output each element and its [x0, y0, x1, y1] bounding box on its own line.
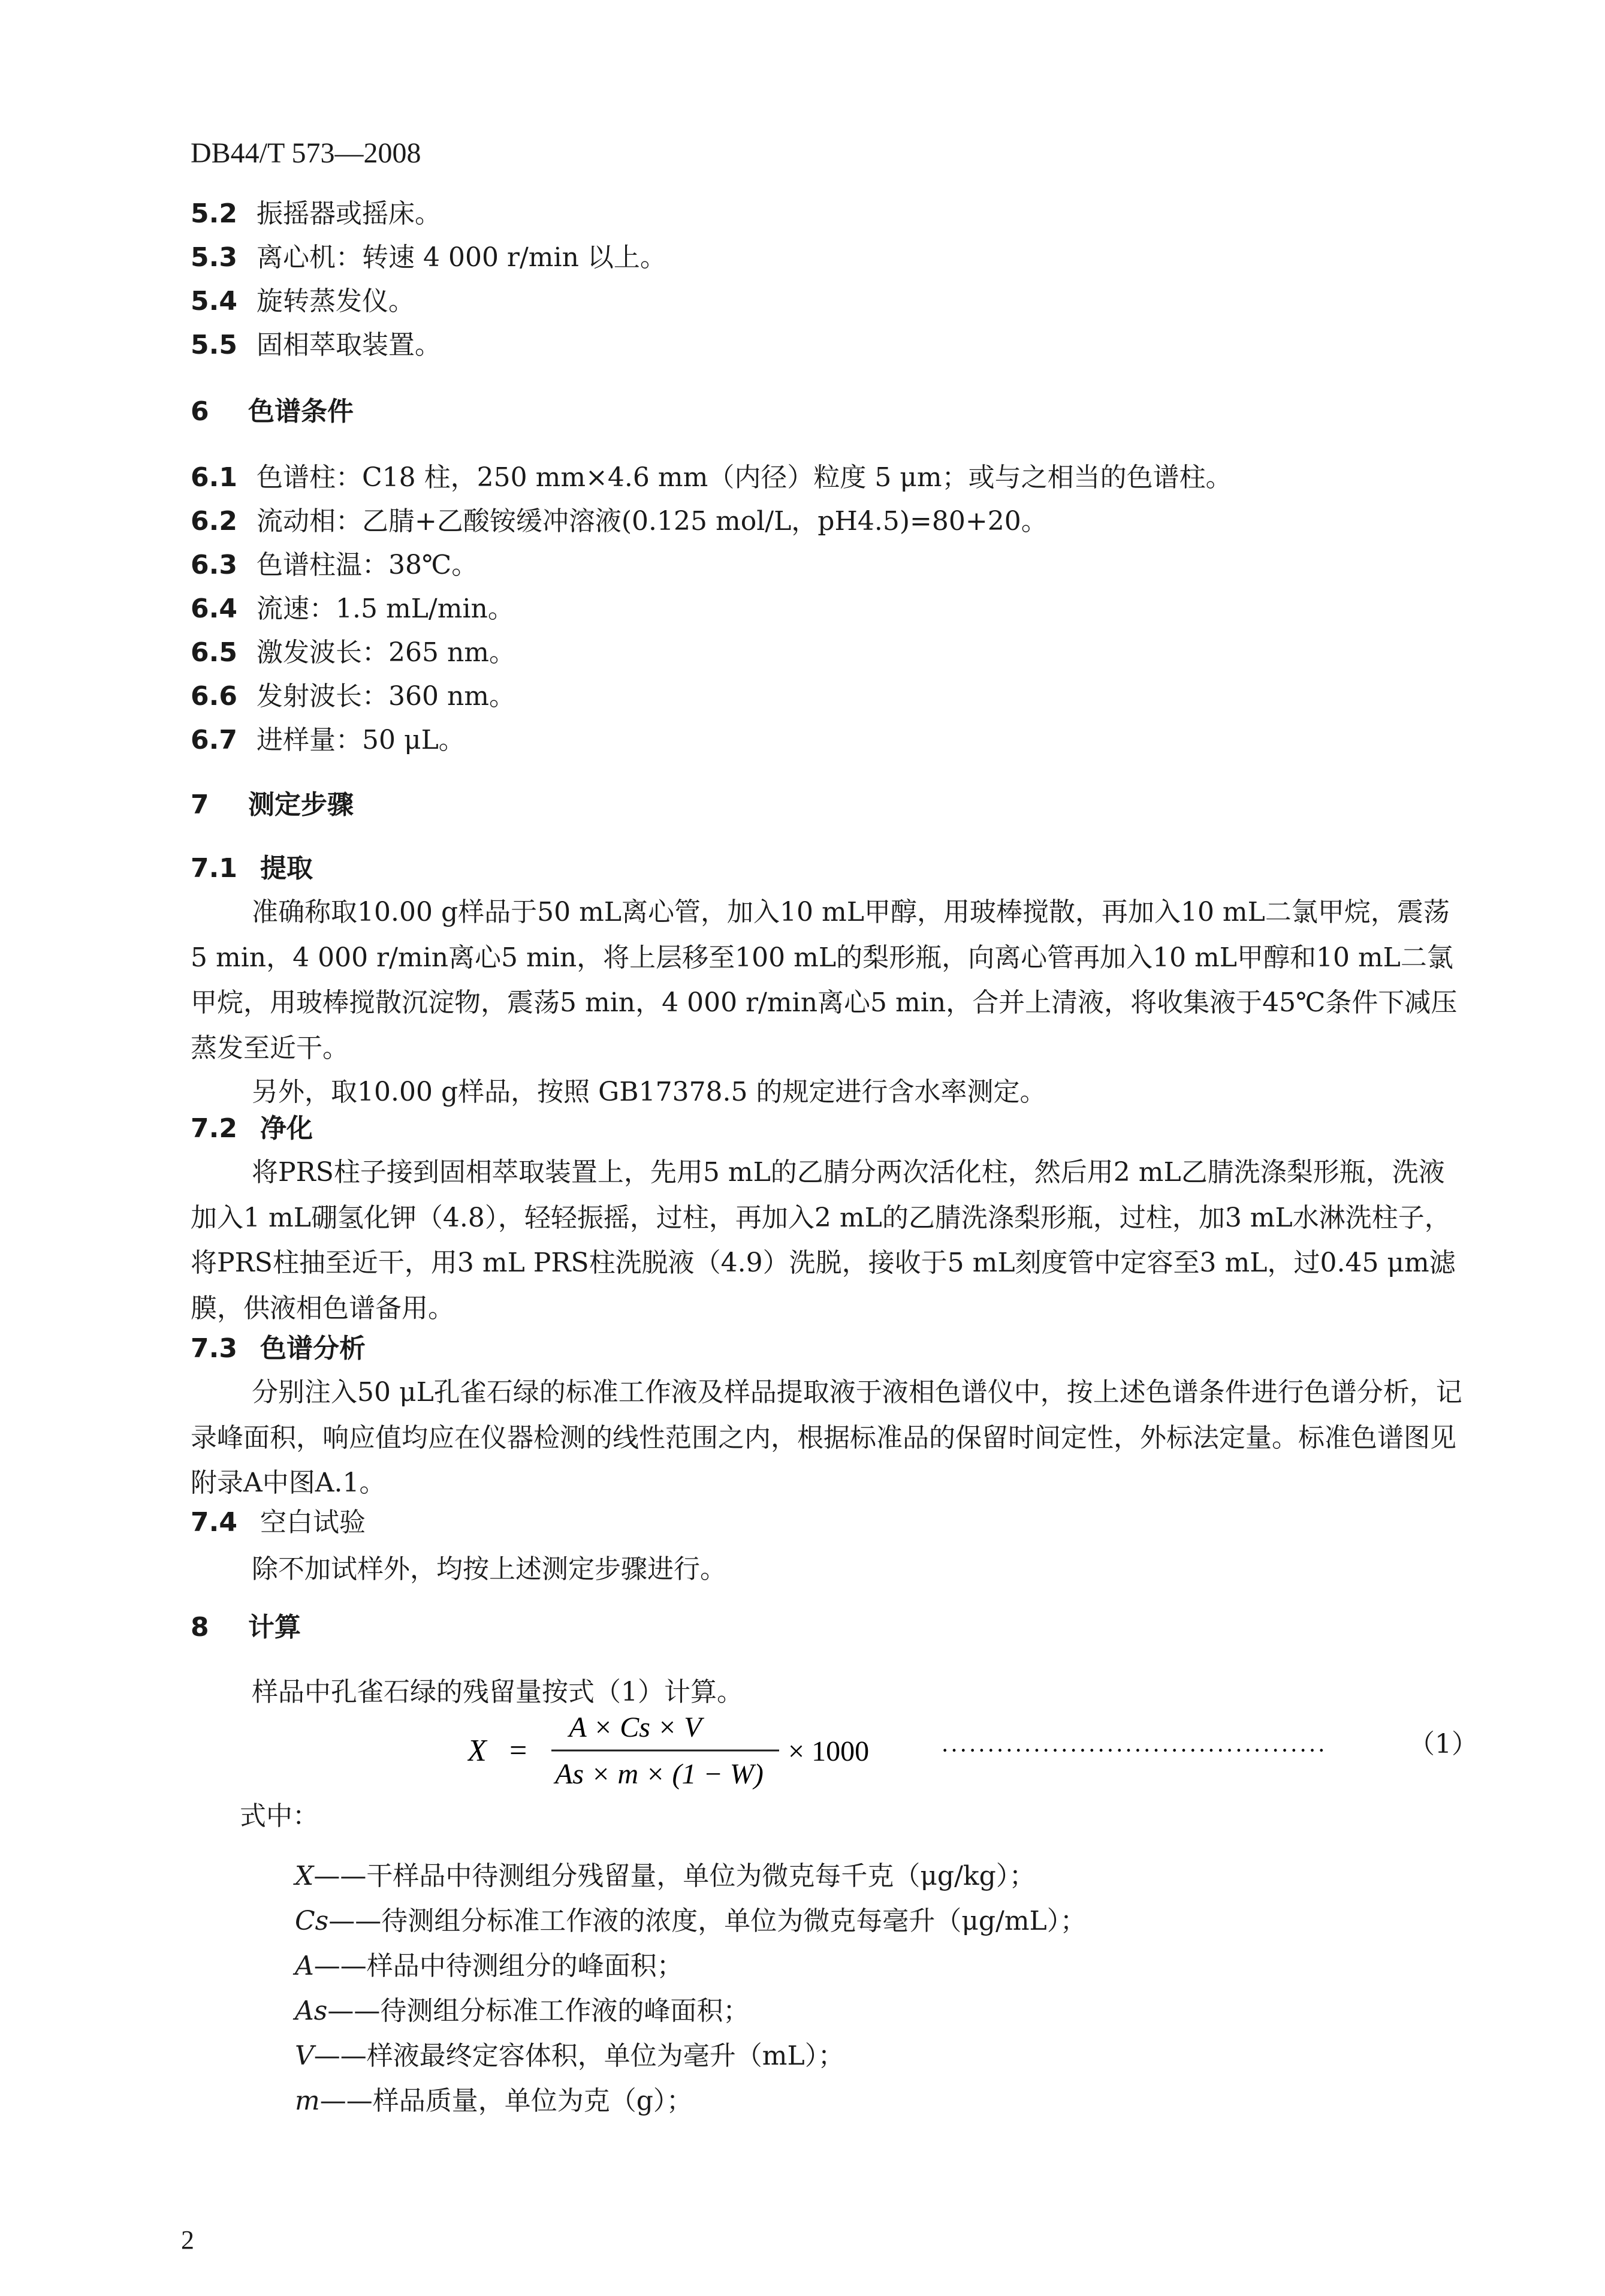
item-6-1 — [191, 463, 1232, 493]
item-number: 5.4 — [191, 286, 237, 317]
definition-text: ——样品中待测组分的峰面积； — [313, 1951, 683, 1981]
standard-code-header: DB44/T 573—2008 — [191, 137, 421, 169]
item-text: 流动相：乙腈+乙酸铵缓冲溶液(0.125 mol/L，pH4.5)=80+20。 — [257, 506, 1048, 537]
paragraph-moisture: 另外，取10.00 g样品，按照 GB17378.5 的规定进行含水率测定。 — [252, 1077, 1046, 1107]
item-text: 激发波长：265 nm。 — [257, 637, 516, 668]
formula-graphic — [467, 1706, 1378, 1801]
item-number: 6.5 — [191, 637, 237, 668]
paragraph-cleanup: 将PRS柱子接到固相萃取装置上，先用5 mL的乙腈分两次活化柱，然后用2 mL乙腈洗涤梨形瓶，洗液加入1 mL硼氢化钾（4.8），轻轻振摇，过柱，再加入2 mL的乙腈洗涤梨形瓶，过柱，加3 mL水淋洗柱子，将PRS柱抽至近干，用3 mL PRS柱洗脱液（4.9）洗脱，接收于5 mL刻度管中定容至3 mL，过0.45 μm滤膜，供液相色谱备用。 — [191, 1157, 1456, 1324]
section-7-heading — [191, 790, 354, 821]
item-text: 流速：1.5 mL/min。 — [257, 593, 514, 624]
section-number: 6 — [191, 396, 209, 427]
item-number: 5.3 — [191, 242, 237, 273]
definition-x — [295, 1861, 1036, 1892]
item-text: 旋转蒸发仪。 — [257, 286, 415, 317]
calculation-intro: 样品中孔雀石绿的残留量按式（1）计算。 — [252, 1677, 743, 1707]
item-5-4 — [191, 287, 415, 317]
symbol: X — [295, 1861, 314, 1891]
paragraph-chromatography: 分别注入50 μL孔雀石绿的标准工作液及样品提取液于液相色谱仪中，按上述色谱条件进行色谱分析，记录峰面积，响应值均应在仪器检测的线性范围之内，根据标准品的保留时间定性，外标法定量。标准色谱图见附录A中图A.1。 — [191, 1377, 1462, 1499]
item-6-6 — [191, 682, 515, 712]
subsection-number: 7.3 — [191, 1333, 237, 1364]
item-text: 色谱柱：C18 柱，250 mm×4.6 mm（内径）粒度 5 μm；或与之相当的色谱柱。 — [257, 462, 1232, 493]
item-text: 振摇器或摇床。 — [257, 198, 441, 229]
definition-cs — [295, 1906, 1087, 1937]
formula-lhs: X — [467, 1734, 487, 1768]
symbol: As — [295, 1996, 328, 2026]
section-title: 计算 — [248, 1612, 301, 1643]
section-number: 8 — [191, 1612, 209, 1643]
formula-factor: × 1000 — [788, 1735, 870, 1767]
item-text: 进样量：50 μL。 — [257, 725, 465, 755]
definition-a — [295, 1951, 683, 1982]
where-label: 式中： — [240, 1801, 319, 1831]
item-number: 6.7 — [191, 725, 237, 755]
definition-text: ——待测组分标准工作液的浓度，单位为微克每毫升（μg/mL）； — [328, 1906, 1087, 1936]
item-text: 离心机：转速 4 000 r/min 以上。 — [257, 242, 666, 273]
symbol: Cs — [295, 1906, 329, 1936]
definition-as — [295, 1996, 749, 2027]
subsection-title: 色谱分析 — [260, 1333, 366, 1364]
item-5-2 — [191, 199, 441, 230]
item-number: 6.3 — [191, 550, 237, 580]
section-title: 色谱条件 — [248, 396, 354, 427]
section-number: 7 — [191, 790, 209, 820]
symbol: m — [295, 2086, 320, 2116]
symbol: V — [295, 2041, 314, 2071]
section-6-heading — [191, 397, 354, 427]
item-text: 发射波长：360 nm。 — [257, 681, 516, 712]
item-text: 色谱柱温：38℃。 — [257, 550, 478, 580]
formula-1 — [467, 1706, 1478, 1801]
item-number: 6.6 — [191, 681, 237, 712]
definition-m — [295, 2086, 693, 2117]
page-number: 2 — [181, 2225, 194, 2255]
subsection-7-2-heading — [191, 1114, 313, 1144]
subsection-number: 7.1 — [191, 853, 237, 884]
paragraph-blank-test: 除不加试样外，均按上述测定步骤进行。 — [252, 1554, 726, 1584]
item-6-7 — [191, 725, 465, 756]
definition-v — [295, 2041, 844, 2072]
section-8-heading — [191, 1613, 301, 1643]
subsection-number: 7.2 — [191, 1113, 237, 1144]
subsection-7-4-heading — [191, 1508, 366, 1538]
item-number: 6.1 — [191, 462, 237, 493]
item-6-3 — [191, 550, 478, 581]
definition-text: ——干样品中待测组分残留量，单位为微克每千克（μg/kg）； — [313, 1861, 1036, 1891]
item-6-5 — [191, 638, 515, 668]
item-number: 5.2 — [191, 198, 237, 229]
item-text: 固相萃取装置。 — [257, 330, 441, 360]
definition-text: ——样液最终定容体积，单位为毫升（mL）； — [313, 2041, 844, 2071]
item-number: 6.2 — [191, 506, 237, 537]
subsection-title: 净化 — [260, 1113, 313, 1144]
formula-leader-dots: ·········································· — [941, 1737, 1327, 1764]
paragraph-extraction: 准确称取10.00 g样品于50 mL离心管，加入10 mL甲醇，用玻棒搅散，再加入10 mL二氯甲烷，震荡5 min，4 000 r/min离心5 min，将上层移至100 mL的梨形瓶，向离心管再加入10 mL甲醇和10 mL二氯甲烷，用玻棒搅散沉淀物，震荡5 min，4 000 r/min离心5 min，合并上清液，将收集液于45℃条件下减压蒸发至近干。 — [191, 897, 1458, 1064]
equation-number: （1） — [1408, 1729, 1478, 1759]
subsection-number: 7.4 — [191, 1507, 237, 1538]
item-number: 5.5 — [191, 330, 237, 360]
formula-equals: = — [509, 1734, 527, 1768]
formula-numerator: A × Cs × V — [569, 1712, 702, 1743]
subsection-7-1-heading — [191, 854, 313, 884]
symbol: A — [295, 1951, 314, 1981]
item-number: 6.4 — [191, 593, 237, 624]
section-title: 测定步骤 — [248, 790, 354, 820]
item-6-4 — [191, 594, 514, 625]
subsection-title: 空白试验 — [260, 1507, 366, 1538]
definition-text: ——样品质量，单位为克（g）； — [319, 2086, 693, 2116]
definition-text: ——待测组分标准工作液的峰面积； — [327, 1996, 750, 2026]
subsection-7-3-heading — [191, 1334, 366, 1364]
formula-denominator: As × m × (1 − W) — [555, 1758, 764, 1790]
item-5-5 — [191, 330, 441, 361]
item-6-2 — [191, 507, 1048, 537]
item-5-3 — [191, 243, 666, 273]
subsection-title: 提取 — [260, 853, 313, 884]
